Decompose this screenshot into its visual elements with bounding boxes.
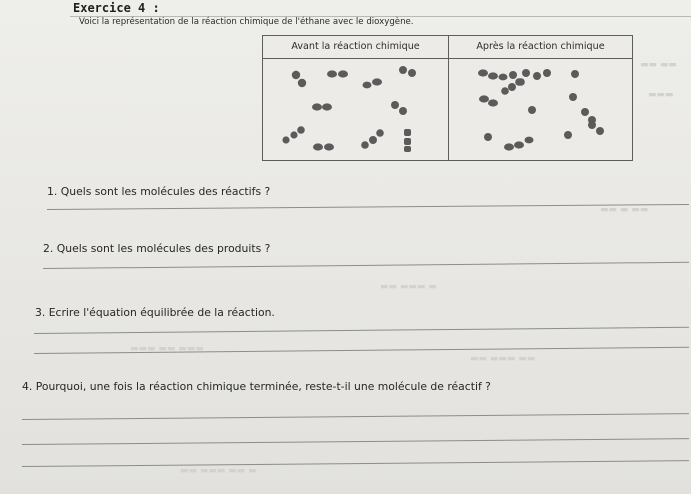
question-1: 1. Quels sont les molécules des réactifs ? — [47, 185, 271, 198]
header-before-reaction: Avant la réaction chimique — [291, 41, 420, 52]
molecule-diagram — [263, 36, 632, 160]
molecule-after-13 — [588, 121, 604, 135]
molecule-after-3 — [533, 69, 551, 80]
show-through-text: ▬▬ ▬▬▬ ▬ — [380, 282, 437, 292]
molecule-after-1 — [478, 69, 508, 80]
molecule-before-9 — [361, 129, 384, 149]
show-through-text: ▬▬ ▬ ▬▬ — [600, 205, 649, 215]
question-3: 3. Ecrire l'équation équilibrée de la réaction. — [35, 306, 275, 319]
molecule-before-3 — [363, 78, 383, 88]
molecule-before-2 — [327, 70, 348, 77]
answer-line-1[interactable] — [47, 204, 689, 210]
molecule-after-7 — [528, 106, 536, 114]
molecule-after-4 — [571, 70, 579, 78]
show-through-text: ▬▬ ▬▬▬ ▬▬ ▬ — [180, 466, 257, 476]
molecule-before-4 — [399, 66, 416, 77]
show-through-text: ▬▬ ▬▬▬ ▬▬ — [470, 354, 536, 364]
exercise-title: Exercice 4 : — [73, 1, 160, 15]
answer-line-2[interactable] — [43, 262, 689, 269]
answer-line-4b[interactable] — [22, 438, 689, 445]
answer-line-4c[interactable] — [22, 460, 689, 467]
molecule-after-12 — [564, 131, 572, 139]
header-after-reaction: Après la réaction chimique — [476, 41, 605, 52]
molecule-after-5 — [479, 95, 498, 106]
molecule-after-11 — [504, 137, 534, 151]
molecule-before-8 — [313, 143, 334, 150]
molecule-before-6 — [391, 101, 407, 115]
molecule-before-7 — [282, 126, 304, 143]
answer-line-3a[interactable] — [34, 327, 689, 334]
molecule-before-5 — [312, 103, 332, 110]
molecule-after-6 — [501, 78, 523, 95]
show-through-text: ▬▬ ▬▬ — [640, 60, 677, 70]
question-2: 2. Quels sont les molécules des produits ? — [43, 242, 271, 255]
show-through-text: ▬▬▬ — [648, 90, 674, 100]
answer-line-4a[interactable] — [22, 413, 689, 420]
molecule-after-10 — [484, 133, 492, 141]
show-through-text: ▬▬▬ ▬▬ ▬▬▬ — [130, 344, 204, 354]
question-4: 4. Pourquoi, une fois la réaction chimique terminée, reste-t-il une molécule de réactif ? — [22, 380, 491, 393]
reaction-table — [262, 35, 633, 161]
molecule-before-10 — [404, 129, 411, 152]
intro-text: Voici la représentation de la réaction chimique de l'éthane avec le dioxygène. — [79, 17, 414, 27]
molecule-after-8 — [569, 93, 577, 101]
molecule-before-1 — [292, 71, 306, 87]
